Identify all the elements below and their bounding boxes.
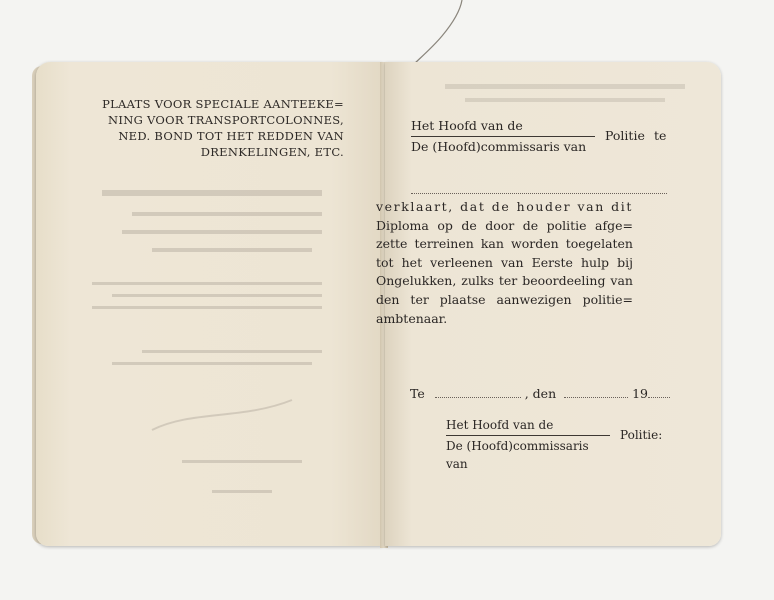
header-line: PLAATS VOOR SPECIALE AANTEEKE= xyxy=(102,97,344,111)
year-dots xyxy=(648,387,670,398)
authority-numerator: Het Hoofd van de xyxy=(411,117,595,137)
declaration-line: Diploma op de door de politie afge= xyxy=(376,217,633,233)
place-fill-line xyxy=(411,193,667,194)
year-prefix: 19 xyxy=(632,386,649,401)
declaration-line: Ongelukken, zulks ter beoordeeling van xyxy=(376,273,633,289)
date-dots xyxy=(564,387,628,398)
authority-politie-word: Politie xyxy=(605,128,645,143)
signature-numerator: Het Hoofd van de xyxy=(446,416,610,436)
date-line xyxy=(410,385,670,403)
show-through-marks xyxy=(425,76,705,116)
declaration-line: ambtenaar. xyxy=(376,310,448,326)
place-dots xyxy=(435,387,521,398)
authority-denominator: De (Hoofd)commissaris van xyxy=(411,139,587,154)
left-page xyxy=(36,62,383,546)
place-label: Te xyxy=(410,386,425,401)
signature-denominator: De (Hoofd)commissaris van xyxy=(446,439,589,471)
header-line: NED. BOND TOT HET REDDEN VAN xyxy=(118,129,344,143)
declaration-line: den ter plaatse aanwezigen politie= xyxy=(376,291,633,307)
declaration-line: tot het verleenen van Eerste hulp bij xyxy=(376,254,633,270)
authority-fraction xyxy=(411,117,595,156)
declaration-line: verklaart, dat de houder van dit xyxy=(376,199,633,214)
header-line: NING VOOR TRANSPORTCOLONNES, xyxy=(108,113,344,127)
date-label: , den xyxy=(524,386,557,401)
header-line: DRENKELINGEN, ETC. xyxy=(200,145,344,159)
declaration-line: zette terreinen kan worden toegelaten xyxy=(376,236,633,252)
signature-fraction xyxy=(446,416,610,473)
left-page-header xyxy=(84,96,344,160)
signature-politie-word: Politie: xyxy=(620,428,663,442)
show-through-marks xyxy=(92,190,342,510)
declaration-text xyxy=(376,198,633,328)
authority-te-word: te xyxy=(654,128,667,143)
